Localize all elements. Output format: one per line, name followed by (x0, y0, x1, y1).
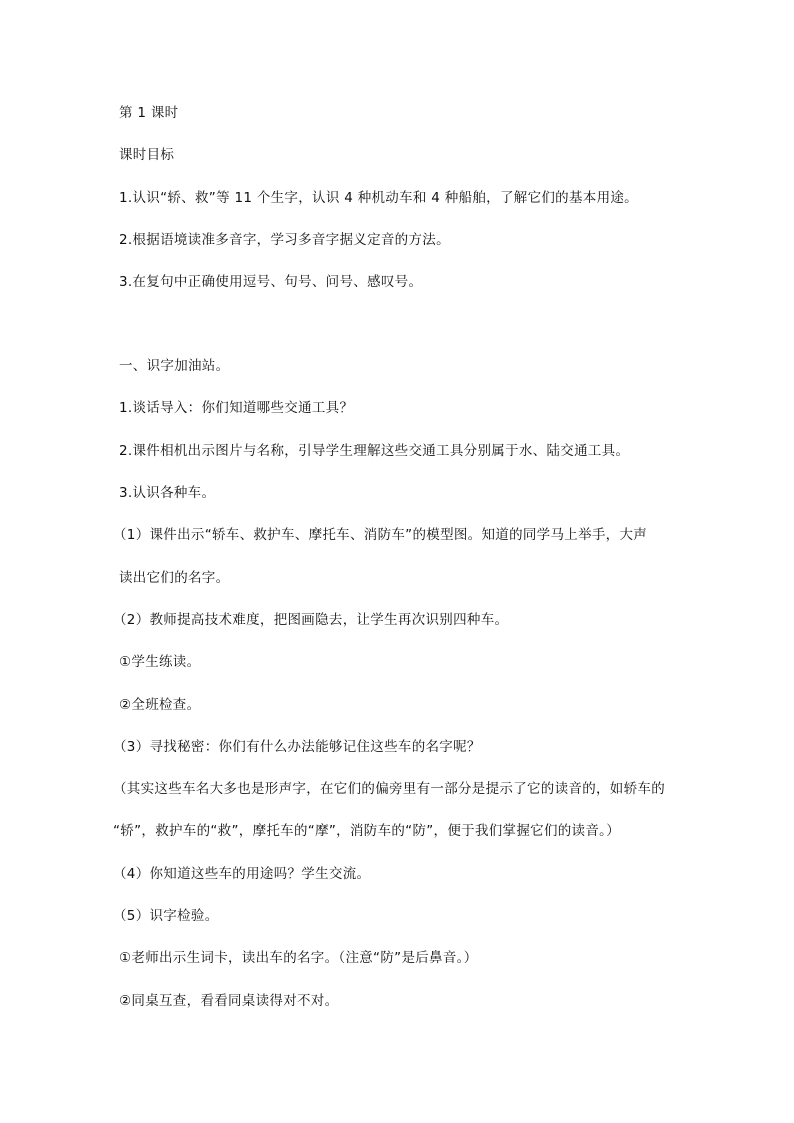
document-body (113, 104, 719, 1034)
sub-item-note: （其实这些车名大多也是形声字，在它们的偏旁里有一部分是提示了它的读音的，如轿车的 (113, 781, 665, 798)
sub-item: （2）教师提高技术难度，把图画隐去，让学生再次识别四种车。 (113, 611, 509, 628)
sub-item: （5）识字检验。 (113, 908, 219, 925)
step-item: 3.认识各种车。 (119, 485, 216, 502)
sub-item: ①学生练读。 (119, 654, 201, 671)
step-item: 2.课件相机出示图片与名称，引导学生理解这些交通工具分别属于水、陆交通工具。 (119, 442, 630, 459)
sub-item: （4）你知道这些车的用途吗？学生交流。 (113, 865, 371, 882)
objective-item: 2.根据语境读准多音字，学习多音字据义定音的方法。 (119, 231, 450, 248)
sub-item: （3）寻找秘密：你们有什么办法能够记住这些车的名字呢？ (113, 738, 481, 755)
sub-item: （1）课件出示“轿车、救护车、摩托车、消防车”的模型图。知道的同学马上举手，大声 (113, 527, 648, 544)
sub-item: ②全班检查。 (119, 696, 201, 713)
sub-item: ②同桌互查，看看同桌读得对不对。 (119, 992, 339, 1009)
step-item: 1.谈话导入：你们知道哪些交通工具？ (119, 400, 354, 417)
objective-item: 1.认识“轿、救”等 11 个生字，认识 4 种机动车和 4 种船舶，了解它们的基本用途。 (119, 189, 638, 206)
section-heading: 一、识字加油站。 (119, 358, 230, 375)
objective-item: 3.在复句中正确使用逗号、句号、问号、感叹号。 (119, 274, 423, 291)
lesson-title: 第 1 课时 (119, 105, 179, 121)
objectives-heading: 课时目标 (119, 147, 175, 164)
sub-item: ①老师出示生词卡，读出车的名字。（注意“防”是后鼻音。） (119, 950, 478, 967)
sub-item-note-continuation: “轿”，救护车的“救”，摩托车的“摩”，消防车的“防”，便于我们掌握它们的读音。） (113, 823, 620, 840)
sub-item-continuation: 读出它们的名字。 (119, 569, 230, 586)
